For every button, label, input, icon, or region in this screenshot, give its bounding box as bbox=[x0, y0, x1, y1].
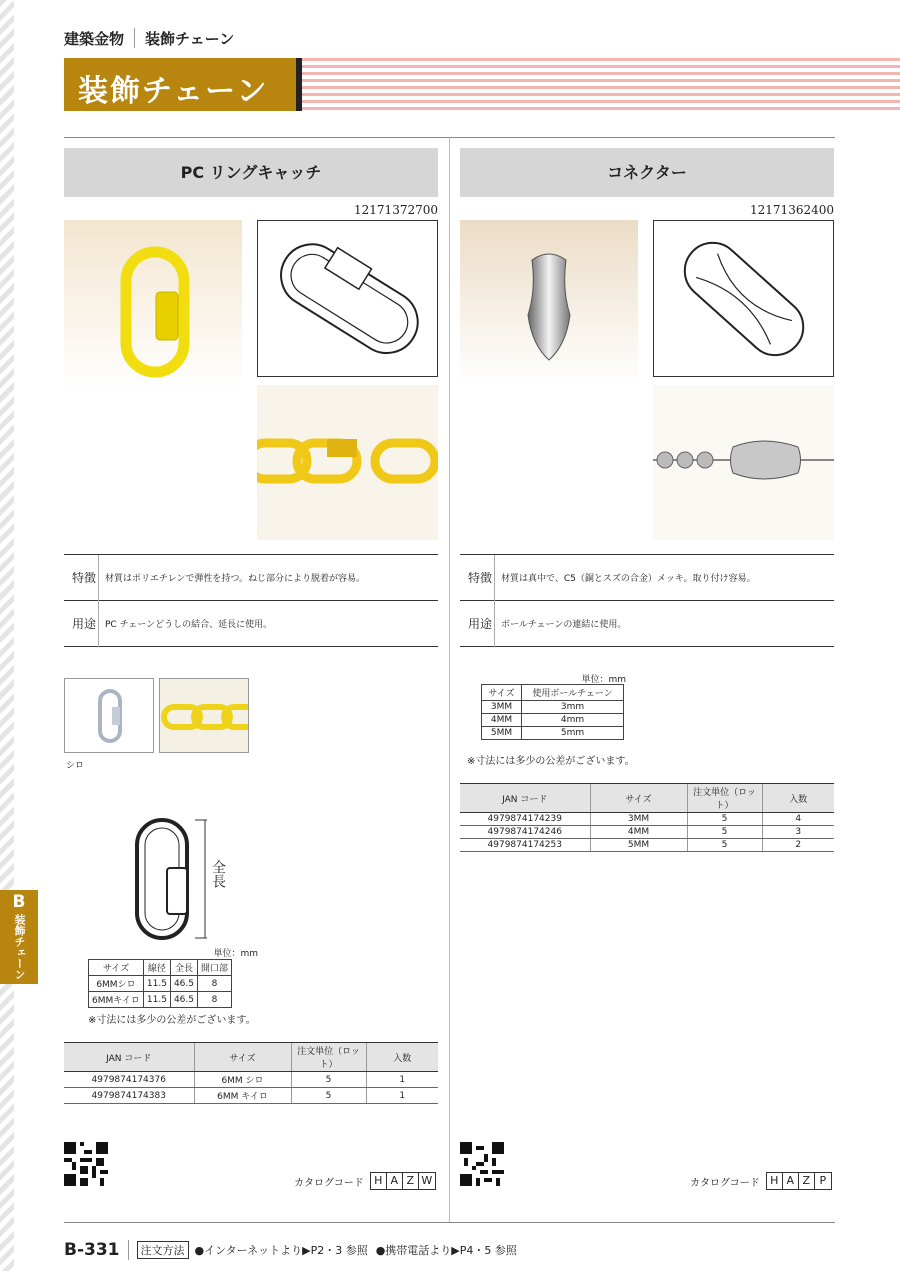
page-number: B-331 bbox=[64, 1240, 120, 1260]
table-cell: 11.5 bbox=[143, 992, 170, 1008]
product-code: 12171362400 bbox=[750, 203, 834, 217]
table-cell: 46.5 bbox=[170, 992, 197, 1008]
page-title: 装飾チェーン bbox=[64, 58, 296, 111]
column-header: サイズ bbox=[482, 685, 522, 701]
table-row bbox=[460, 813, 834, 826]
table-header-row bbox=[460, 784, 834, 813]
product-pc-ring-catch bbox=[64, 148, 438, 219]
table-cell: 46.5 bbox=[170, 976, 197, 992]
column-divider bbox=[449, 137, 450, 1222]
column-header: JAN コード bbox=[460, 784, 590, 813]
catalog-code-boxes bbox=[766, 1172, 832, 1190]
catalog-char: H bbox=[371, 1173, 387, 1189]
column-header: 入数 bbox=[762, 784, 834, 813]
column-header: 注文単位（ロット） bbox=[687, 784, 762, 813]
table-cell: 5mm bbox=[522, 727, 624, 740]
breadcrumb bbox=[64, 28, 234, 49]
table-cell: 5MM bbox=[590, 839, 687, 852]
table-header-row bbox=[89, 960, 232, 976]
table-cell: 8 bbox=[198, 992, 232, 1008]
internet-reference[interactable]: ●インターネットより▶P2・3 参照 bbox=[194, 1244, 368, 1257]
tolerance-note: ※寸法には多少の公差がございます。 bbox=[88, 1015, 256, 1026]
table-header-row bbox=[482, 685, 624, 701]
table-cell: 4MM bbox=[590, 826, 687, 839]
column-header: サイズ bbox=[194, 1043, 291, 1072]
table-cell: 5 bbox=[687, 826, 762, 839]
catalog-code-boxes bbox=[370, 1172, 436, 1190]
column-header: 開口部 bbox=[198, 960, 232, 976]
catalog-label: カタログコード bbox=[294, 1177, 364, 1189]
product-connector bbox=[460, 148, 834, 219]
dimension-table bbox=[481, 684, 624, 740]
order-method-label: 注文方法 bbox=[137, 1241, 189, 1259]
jan-table bbox=[460, 783, 834, 852]
qr-code[interactable] bbox=[64, 1142, 108, 1186]
table-cell: 4979874174253 bbox=[460, 839, 590, 852]
table-row bbox=[89, 976, 232, 992]
dimension-label: 全長 bbox=[210, 860, 226, 888]
table-row bbox=[460, 839, 834, 852]
breadcrumb-section[interactable]: 装飾チェーン bbox=[145, 30, 235, 48]
feature-table bbox=[64, 554, 438, 647]
table-cell: 8 bbox=[198, 976, 232, 992]
table-cell: 2 bbox=[762, 839, 834, 852]
breadcrumb-separator bbox=[134, 28, 135, 48]
table-cell: 4979874174376 bbox=[64, 1072, 194, 1088]
catalog-char: Z bbox=[799, 1173, 815, 1189]
tolerance-note: ※寸法には多少の公差がございます。 bbox=[467, 756, 635, 767]
table-row bbox=[482, 727, 624, 740]
catalog-char: A bbox=[783, 1173, 799, 1189]
catalog-label: カタログコード bbox=[690, 1177, 760, 1189]
feature-key: 用途 bbox=[460, 601, 495, 647]
ring-catch-photo bbox=[64, 220, 242, 390]
feature-key: 用途 bbox=[64, 601, 99, 647]
table-cell: 4MM bbox=[482, 714, 522, 727]
table-cell: 11.5 bbox=[143, 976, 170, 992]
column-header: 使用ボールチェーン bbox=[522, 685, 624, 701]
table-cell: 3mm bbox=[522, 701, 624, 714]
catalog-char: H bbox=[767, 1173, 783, 1189]
table-cell: 6MM キイロ bbox=[194, 1088, 291, 1104]
column-header: 全長 bbox=[170, 960, 197, 976]
connector-photo bbox=[460, 220, 638, 385]
table-row bbox=[482, 701, 624, 714]
feature-table bbox=[460, 554, 834, 647]
table-cell: 4 bbox=[762, 813, 834, 826]
product-title: コネクター bbox=[460, 148, 834, 197]
catalog-code bbox=[294, 1172, 436, 1190]
title-decoration bbox=[296, 58, 900, 111]
table-cell: 5 bbox=[291, 1088, 366, 1104]
table-row bbox=[64, 1072, 438, 1088]
catalog-char: P bbox=[819, 1174, 827, 1187]
left-edge-stripe bbox=[0, 0, 14, 1271]
footer bbox=[64, 1240, 517, 1260]
feature-row bbox=[64, 555, 438, 601]
swatch-label: シロ bbox=[66, 761, 85, 771]
table-cell: 4979874174239 bbox=[460, 813, 590, 826]
table-cell: 5 bbox=[291, 1072, 366, 1088]
table-cell: 5 bbox=[687, 839, 762, 852]
column-header: サイズ bbox=[89, 960, 144, 976]
table-row bbox=[482, 714, 624, 727]
feature-value: PC チェーンどうしの結合、延長に使用。 bbox=[105, 620, 273, 630]
feature-row bbox=[460, 555, 834, 601]
table-cell: 5 bbox=[687, 813, 762, 826]
section-tab[interactable] bbox=[0, 890, 38, 984]
table-row bbox=[89, 992, 232, 1008]
bottom-rule bbox=[64, 1222, 835, 1223]
catalog-char: W bbox=[421, 1174, 433, 1187]
table-cell: 5MM bbox=[482, 727, 522, 740]
column-header: JAN コード bbox=[64, 1043, 194, 1072]
table-cell: 4979874174383 bbox=[64, 1088, 194, 1104]
footer-separator bbox=[128, 1240, 129, 1260]
product-title: PC リングキャッチ bbox=[64, 148, 438, 197]
table-cell: 1 bbox=[366, 1088, 438, 1104]
feature-row bbox=[64, 601, 438, 647]
table-row bbox=[64, 1088, 438, 1104]
table-row bbox=[460, 826, 834, 839]
column-header: 入数 bbox=[366, 1043, 438, 1072]
feature-value: 材質はポリエチレンで弾性を持つ。ねじ部分により脱着が容易。 bbox=[105, 574, 366, 584]
breadcrumb-category[interactable]: 建築金物 bbox=[64, 30, 125, 48]
column-header: サイズ bbox=[590, 784, 687, 813]
product-code: 12171372700 bbox=[354, 203, 438, 217]
dim-unit: 単位：mm bbox=[213, 949, 258, 959]
swatch-white-photo bbox=[64, 678, 154, 753]
feature-value: 材質は真中で、C5（銅とスズの合金）メッキ。取り付け容易。 bbox=[501, 574, 756, 584]
catalog-char: Z bbox=[403, 1173, 419, 1189]
feature-value: ボールチェーンの連結に使用。 bbox=[501, 620, 627, 630]
feature-key: 特徴 bbox=[460, 555, 495, 601]
table-cell: 3MM bbox=[482, 701, 522, 714]
section-letter: B bbox=[12, 892, 26, 912]
table-header-row bbox=[64, 1043, 438, 1072]
section-label: 装飾チェーン bbox=[13, 914, 26, 980]
table-cell: 1 bbox=[366, 1072, 438, 1088]
table-cell: 4mm bbox=[522, 714, 624, 727]
connector-chain-photo bbox=[653, 385, 834, 540]
qr-code[interactable] bbox=[460, 1142, 504, 1186]
feature-row bbox=[460, 601, 834, 647]
swatch-yellow-photo bbox=[159, 678, 249, 753]
mobile-reference[interactable]: ●携帯電話より▶P4・5 参照 bbox=[375, 1244, 517, 1257]
table-cell: 3MM bbox=[590, 813, 687, 826]
table-cell: 6MM シロ bbox=[194, 1072, 291, 1088]
dim-unit: 単位：mm bbox=[581, 675, 626, 685]
jan-table bbox=[64, 1042, 438, 1104]
catalog-char: A bbox=[387, 1173, 403, 1189]
column-header: 線径 bbox=[143, 960, 170, 976]
table-cell: 4979874174246 bbox=[460, 826, 590, 839]
ring-catch-chain-photo bbox=[257, 385, 438, 540]
catalog-code bbox=[690, 1172, 832, 1190]
table-cell: 3 bbox=[762, 826, 834, 839]
ring-catch-drawing bbox=[257, 220, 438, 377]
connector-drawing bbox=[653, 220, 834, 377]
feature-key: 特徴 bbox=[64, 555, 99, 601]
column-header: 注文単位（ロット） bbox=[291, 1043, 366, 1072]
table-cell: 6MMシロ bbox=[89, 976, 144, 992]
dimension-table bbox=[88, 959, 232, 1008]
table-cell: 6MMキイロ bbox=[89, 992, 144, 1008]
